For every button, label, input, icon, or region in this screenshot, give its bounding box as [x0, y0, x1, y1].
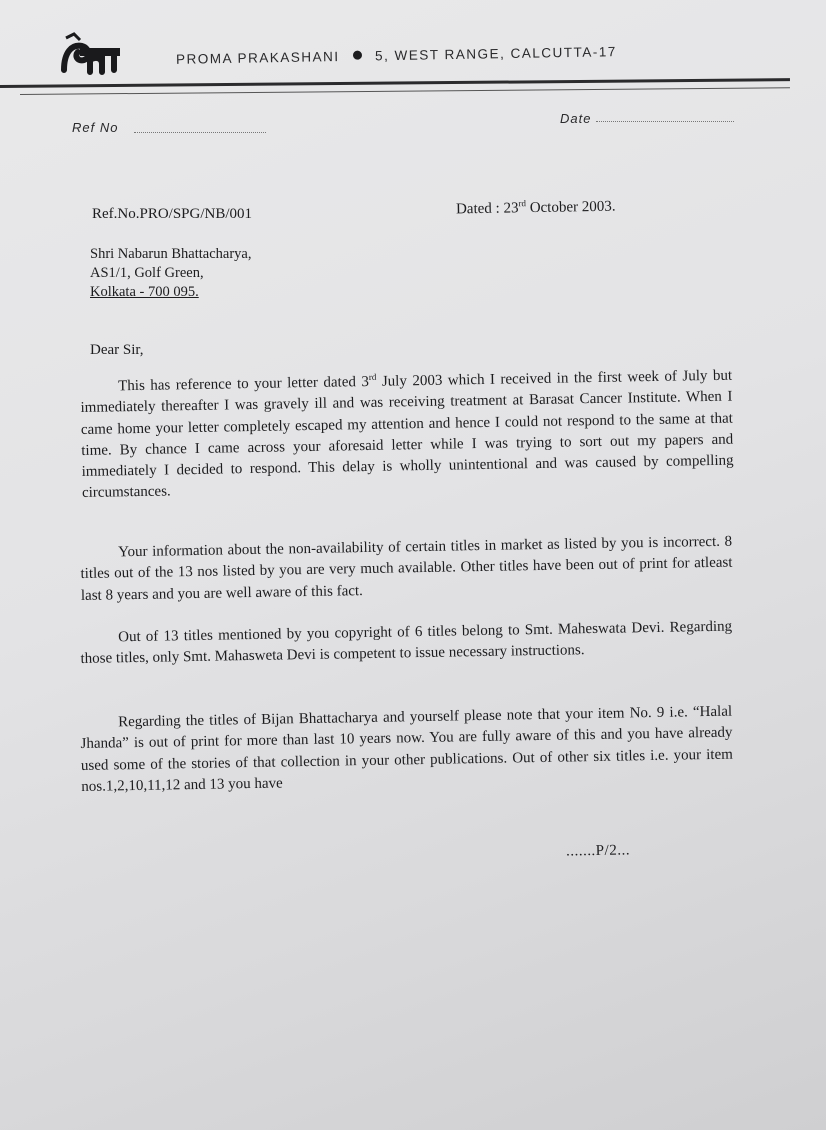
- body-paragraph-3: Out of 13 titles mentioned by you copyright of 6 titles belong to Smt. Maheswata Devi. Regarding those titles, only Smt. Mahasweta Devi is competent to issue necessary instructions.: [80, 618, 733, 668]
- reference-number: Ref.No.PRO/SPG/NB/001: [92, 206, 253, 222]
- para1-start: This has reference to your letter dated 3: [118, 373, 370, 395]
- body-paragraph-4: Regarding the titles of Bijan Bhattacharya and yourself please note that your item No. 9 i.e. “Halal Jhanda” is out of print for more than last 10 years now. You are fully aware of this and you have already used some of the stories of that collection in your other publications. Out of other six titles i.e. your item nos.1,2,10,11,12 and 13 you have: [80, 703, 733, 795]
- body-paragraph-1: [80, 366, 734, 505]
- page-continuation-marker: .......P/2...: [565, 842, 631, 860]
- recipient-address-line: AS1/1, Golf Green,: [90, 265, 204, 281]
- publisher-name: PROMA PRAKASHANI: [175, 48, 340, 67]
- date-line: [596, 121, 734, 122]
- publisher-logo: [60, 30, 126, 81]
- letter-date: [456, 197, 616, 219]
- recipient-name: Shri Nabarun Bhattacharya,: [90, 246, 252, 262]
- date-suffix: October 2003.: [525, 198, 616, 217]
- letterhead-text: [176, 44, 617, 67]
- body-paragraph-2: Your information about the non-availability of certain titles in market as listed by you is incorrect. 8 titles out of the 13 nos listed by you are very much available. Other titles have been out of print for atleast last 8 years and you are well aware of this fact.: [80, 533, 733, 604]
- date-label: Date: [560, 111, 592, 126]
- ref-no-line: [134, 132, 266, 133]
- recipient-address: [90, 245, 251, 302]
- bullet-dot-icon: [353, 51, 362, 60]
- letterhead-divider-thin: [20, 87, 790, 95]
- publisher-address: 5, WEST RANGE, CALCUTTA-17: [374, 44, 617, 64]
- para1-superscript: rd: [368, 371, 377, 382]
- date-superscript: rd: [518, 198, 526, 209]
- ref-no-label: Ref No: [72, 120, 119, 135]
- recipient-city-line: Kolkata - 700 095.: [90, 284, 199, 300]
- para1-rest: July 2003 which I received in the first week of July but immediately thereafter I was gravely ill and was receiving treatment at Barasat Cancer Institute. When I came home your letter completely escaped my attention and hence I could not respond to the same at that time. By chance I came across your aforesaid letter while I was trying to sort out my papers and immediately I decided to respond. This delay is wholly unintentional and was caused by compelling circumstances.: [80, 367, 734, 502]
- salutation: Dear Sir,: [90, 342, 144, 358]
- date-prefix: Dated : 23: [455, 200, 519, 218]
